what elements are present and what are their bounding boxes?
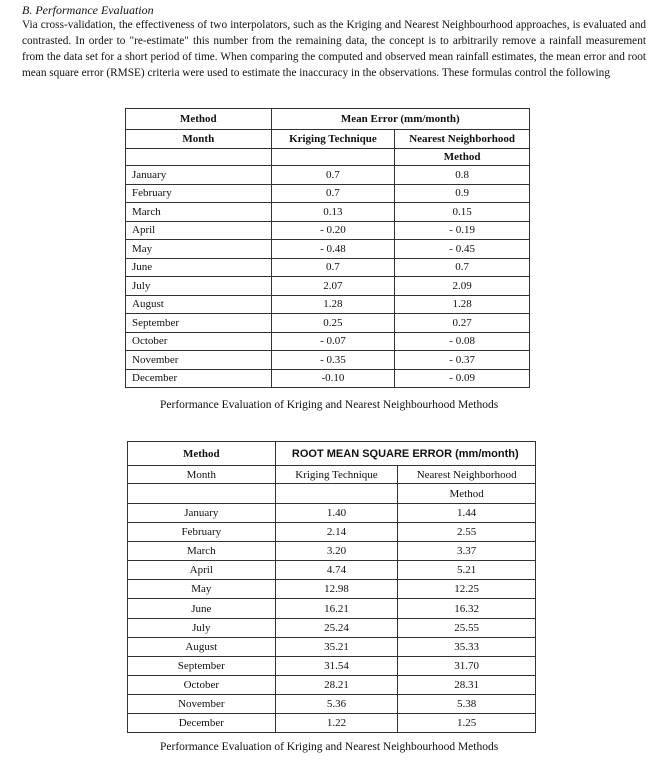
kriging-value: 3.20 [275,542,398,561]
month-cell: December [126,369,272,388]
kriging-value: -0.10 [271,369,395,388]
kriging-value: 12.98 [275,580,398,599]
kriging-value: 0.7 [271,166,395,185]
nearest-value: 12.25 [398,580,536,599]
table-row [126,221,530,240]
nearest-value: 2.09 [395,277,530,296]
month-cell: September [126,314,272,333]
kriging-value: 16.21 [275,599,398,618]
month-cell: March [126,203,272,222]
nearest-value: 0.7 [395,258,530,277]
kriging-value: 1.40 [275,504,398,523]
method-header: Method [128,442,276,466]
nearest-value: - 0.37 [395,351,530,370]
nearest-value: 1.28 [395,295,530,314]
table-row [126,369,530,388]
kriging-value: 0.13 [271,203,395,222]
month-cell: March [128,542,276,561]
nearest-value: 2.55 [398,523,536,542]
table-row [126,295,530,314]
kriging-value: 35.21 [275,637,398,656]
month-cell: June [126,258,272,277]
table-row [128,637,536,656]
kriging-column-header: Kriging Technique [271,130,395,149]
kriging-value: 0.7 [271,258,395,277]
nearest-value: 35.33 [398,637,536,656]
kriging-value: - 0.07 [271,332,395,351]
table-row [126,166,530,185]
month-cell: January [128,504,276,523]
table-row [128,694,536,713]
nearest-value: - 0.45 [395,240,530,259]
month-cell: October [128,675,276,694]
kriging-value: 1.28 [271,295,395,314]
table-row [128,523,536,542]
blank-cell [271,149,395,166]
nearest-value: - 0.09 [395,369,530,388]
kriging-value: 0.7 [271,184,395,203]
month-cell: February [126,184,272,203]
month-cell: June [128,599,276,618]
kriging-value: 4.74 [275,561,398,580]
month-cell: September [128,656,276,675]
nearest-value: 0.15 [395,203,530,222]
nearest-value: 5.21 [398,561,536,580]
month-cell: August [126,295,272,314]
blank-cell [275,484,398,504]
nearest-header-line2: Method [398,484,536,504]
month-cell: May [128,580,276,599]
month-cell: April [128,561,276,580]
nearest-value: - 0.19 [395,221,530,240]
table2-caption: Performance Evaluation of Kriging and Nearest Neighbourhood Methods [160,741,499,753]
table-row [126,332,530,351]
nearest-value: 1.25 [398,714,536,733]
table-row [128,618,536,637]
kriging-value: 2.14 [275,523,398,542]
month-cell: January [126,166,272,185]
month-cell: February [128,523,276,542]
table-row [126,258,530,277]
nearest-value: 16.32 [398,599,536,618]
rmse-header: ROOT MEAN SQUARE ERROR (mm/month) [275,442,535,466]
nearest-value: 3.37 [398,542,536,561]
kriging-value: - 0.35 [271,351,395,370]
blank-cell [126,149,272,166]
month-header: Month [128,466,276,484]
month-cell: October [126,332,272,351]
table-row [126,351,530,370]
table-row [126,240,530,259]
month-cell: November [128,694,276,713]
table-row [128,561,536,580]
table-row [126,203,530,222]
kriging-value: - 0.20 [271,221,395,240]
table-row [126,314,530,333]
blank-cell [128,484,276,504]
section-heading: B. Performance Evaluation [22,3,154,17]
kriging-value: - 0.48 [271,240,395,259]
kriging-value: 25.24 [275,618,398,637]
rmse-rows [128,504,536,733]
nearest-value: 0.9 [395,184,530,203]
nearest-column-header: Nearest Neighborhood [398,466,536,484]
month-cell: July [126,277,272,296]
method-header: Method [126,109,272,130]
mean-error-header: Mean Error (mm/month) [271,109,529,130]
mean-error-rows [126,166,530,388]
month-header: Month [126,130,272,149]
table-row [128,599,536,618]
nearest-header-line1: Nearest Neighborhood [409,133,516,145]
table-row [128,714,536,733]
nearest-value: 0.27 [395,314,530,333]
kriging-value: 1.22 [275,714,398,733]
table-row [128,675,536,694]
month-cell: December [128,714,276,733]
month-cell: November [126,351,272,370]
month-cell: April [126,221,272,240]
month-cell: August [128,637,276,656]
kriging-value: 0.25 [271,314,395,333]
month-cell: May [126,240,272,259]
kriging-value: 31.54 [275,656,398,675]
month-cell: July [128,618,276,637]
table-row [128,504,536,523]
nearest-column-header [395,130,530,149]
section-paragraph: Via cross-validation, the effectiveness of two interpolators, such as the Kriging and Nearest Neighbourhood approaches, is evaluated and contrasted. In order to "re-estimate" this number from the remaining data, the concept is to arbitrarily remove a rainfall measurement from the data set for a short period of time. When comparing the computed and observed mean rainfall estimates, the mean error and root mean square error (RMSE) criteria were used to estimate the inaccuracy in the observations. These formulas control the following [22,19,646,79]
kriging-value: 2.07 [271,277,395,296]
nearest-value: 25.55 [398,618,536,637]
nearest-value: - 0.08 [395,332,530,351]
nearest-header-line2: Method [395,149,530,166]
nearest-value: 0.8 [395,166,530,185]
table1-caption: Performance Evaluation of Kriging and Nearest Neighbourhood Methods [160,399,499,411]
table-row [128,656,536,675]
rmse-table [127,441,536,733]
kriging-column-header: Kriging Technique [275,466,398,484]
mean-error-table [125,108,530,388]
nearest-value: 5.38 [398,694,536,713]
nearest-value: 31.70 [398,656,536,675]
kriging-value: 5.36 [275,694,398,713]
table-row [126,277,530,296]
nearest-value: 1.44 [398,504,536,523]
table-row [128,580,536,599]
nearest-value: 28.31 [398,675,536,694]
table-row [126,184,530,203]
table-row [128,542,536,561]
kriging-value: 28.21 [275,675,398,694]
